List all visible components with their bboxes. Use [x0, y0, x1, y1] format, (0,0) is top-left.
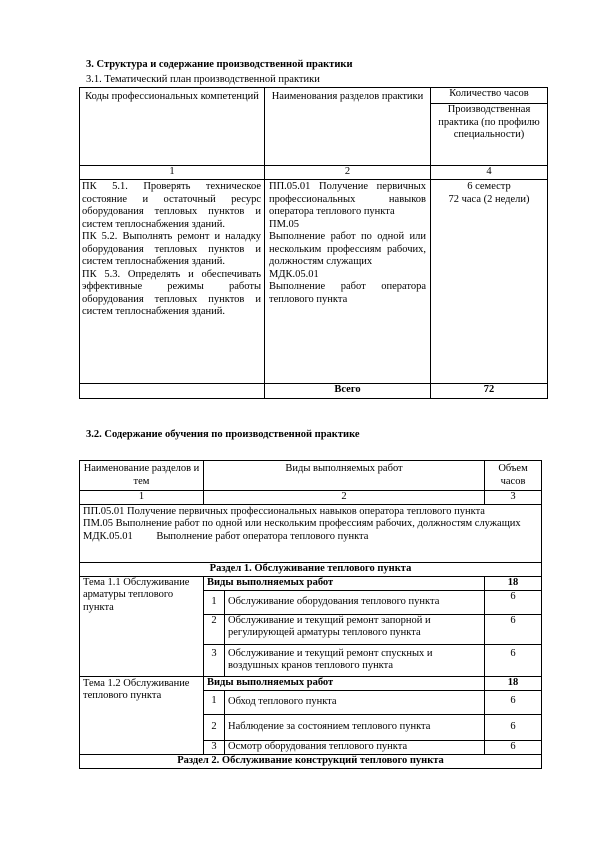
section-1-heading: Раздел 1. Обслуживание теплового пункта	[80, 562, 542, 576]
col-num-4: 4	[431, 166, 548, 180]
section-title: 3. Структура и содержание производственной практики	[86, 59, 353, 70]
total-empty-cell	[80, 384, 265, 399]
work-number: 3	[204, 740, 225, 754]
col-num-3: 3	[485, 491, 542, 505]
training-content-table	[79, 460, 542, 769]
work-item: Обслуживание и текущий ремонт запорной и регулирующей арматуры теплового пункта	[225, 614, 485, 644]
work-item: Наблюдение за состоянием теплового пункта	[225, 714, 485, 740]
competency-5-2: ПК 5.2. Выполнять ремонт и наладку оборудования тепловых пунктов и систем теплоснабжения зданий.	[82, 231, 261, 267]
topic-1-1-title: Тема 1.1 Обслуживание арматуры теплового пункта	[80, 576, 204, 676]
subsection-title-3-2: 3.2. Содержание обучения по производственной практике	[86, 429, 360, 440]
section-2-heading: Раздел 2. Обслуживание конструкций теплового пункта	[80, 754, 542, 768]
total-label: Всего	[265, 384, 431, 399]
semester-value: 6 семестр	[467, 181, 511, 192]
work-item: Обход теплового пункта	[225, 690, 485, 714]
work-number: 1	[204, 690, 225, 714]
col-header-names: Наименование разделов и тем	[80, 461, 204, 491]
work-number: 3	[204, 644, 225, 676]
col-header-hours-sub: Производственная практика (по профилю специальности)	[431, 104, 548, 166]
subsection-title-3-1: 3.1. Тематический план производственной практики	[86, 74, 320, 85]
col-header-hours: Количество часов	[431, 88, 548, 104]
section-pp-05-01: ПП.05.01 Получение первичных профессиональных навыков оператора теплового пункта	[269, 181, 426, 217]
intro-mdk-05-01: МДК.05.01 Выполнение работ оператора теплового пункта	[83, 530, 369, 542]
topic-1-2-title: Тема 1.2 Обслуживание теплового пункта	[80, 676, 204, 754]
section-pm-05: ПМ.05	[269, 218, 300, 230]
total-value: 72	[431, 384, 548, 399]
hours-weeks-value: 72 часа (2 недели)	[448, 193, 530, 205]
col-header-sections: Наименования разделов практики	[265, 88, 431, 166]
work-number: 2	[204, 714, 225, 740]
work-hours: 6	[485, 714, 542, 740]
work-item: Осмотр оборудования теплового пункта	[225, 740, 485, 754]
work-hours: 6	[485, 614, 542, 644]
thematic-plan-table	[79, 87, 548, 399]
intro-pm-05: ПМ.05 Выполнение работ по одной или нескольким профессиям рабочих, должностям служащих	[83, 518, 521, 529]
col-num-2: 2	[204, 491, 485, 505]
section-mdk-text: Выполнение работ оператора теплового пункта	[269, 281, 426, 305]
intro-pp-05-01: ПП.05.01 Получение первичных профессиональных навыков оператора теплового пункта	[83, 505, 485, 517]
work-hours: 6	[485, 690, 542, 714]
topic-1-1-works-label: Виды выполняемых работ	[204, 576, 485, 590]
work-hours: 6	[485, 590, 542, 614]
col-header-types: Виды выполняемых работ	[204, 461, 485, 491]
competency-5-3: ПК 5.3. Определять и обеспечивать эффективные режимы работы оборудования тепловых пунктов и систем теплоснабжения зданий.	[82, 268, 261, 317]
topic-1-2-works-total: 18	[485, 676, 542, 690]
topic-1-2-works-label: Виды выполняемых работ	[204, 676, 485, 690]
competency-5-1: ПК 5.1. Проверять техническое состояние и остаточный ресурс оборудования тепловых пунктов и систем теплоснабжения зданий.	[82, 181, 261, 230]
section-mdk-05-01: МДК.05.01	[269, 268, 319, 280]
col-num-2: 2	[265, 166, 431, 180]
work-number: 2	[204, 614, 225, 644]
section-pm-05-text: Выполнение работ по одной или нескольким профессиям рабочих, должностям служащих	[269, 231, 426, 267]
work-item: Обслуживание оборудования теплового пункта	[225, 590, 485, 614]
work-hours: 6	[485, 740, 542, 754]
work-number: 1	[204, 590, 225, 614]
col-num-1: 1	[80, 166, 265, 180]
col-header-volume: Объем часов	[485, 461, 542, 491]
work-hours: 6	[485, 644, 542, 676]
topic-1-1-works-total: 18	[485, 576, 542, 590]
col-header-codes: Коды профессиональных компетенций	[80, 88, 265, 166]
work-item: Обслуживание и текущий ремонт спускных и воздушных кранов теплового пункта	[225, 644, 485, 676]
col-num-1: 1	[80, 491, 204, 505]
